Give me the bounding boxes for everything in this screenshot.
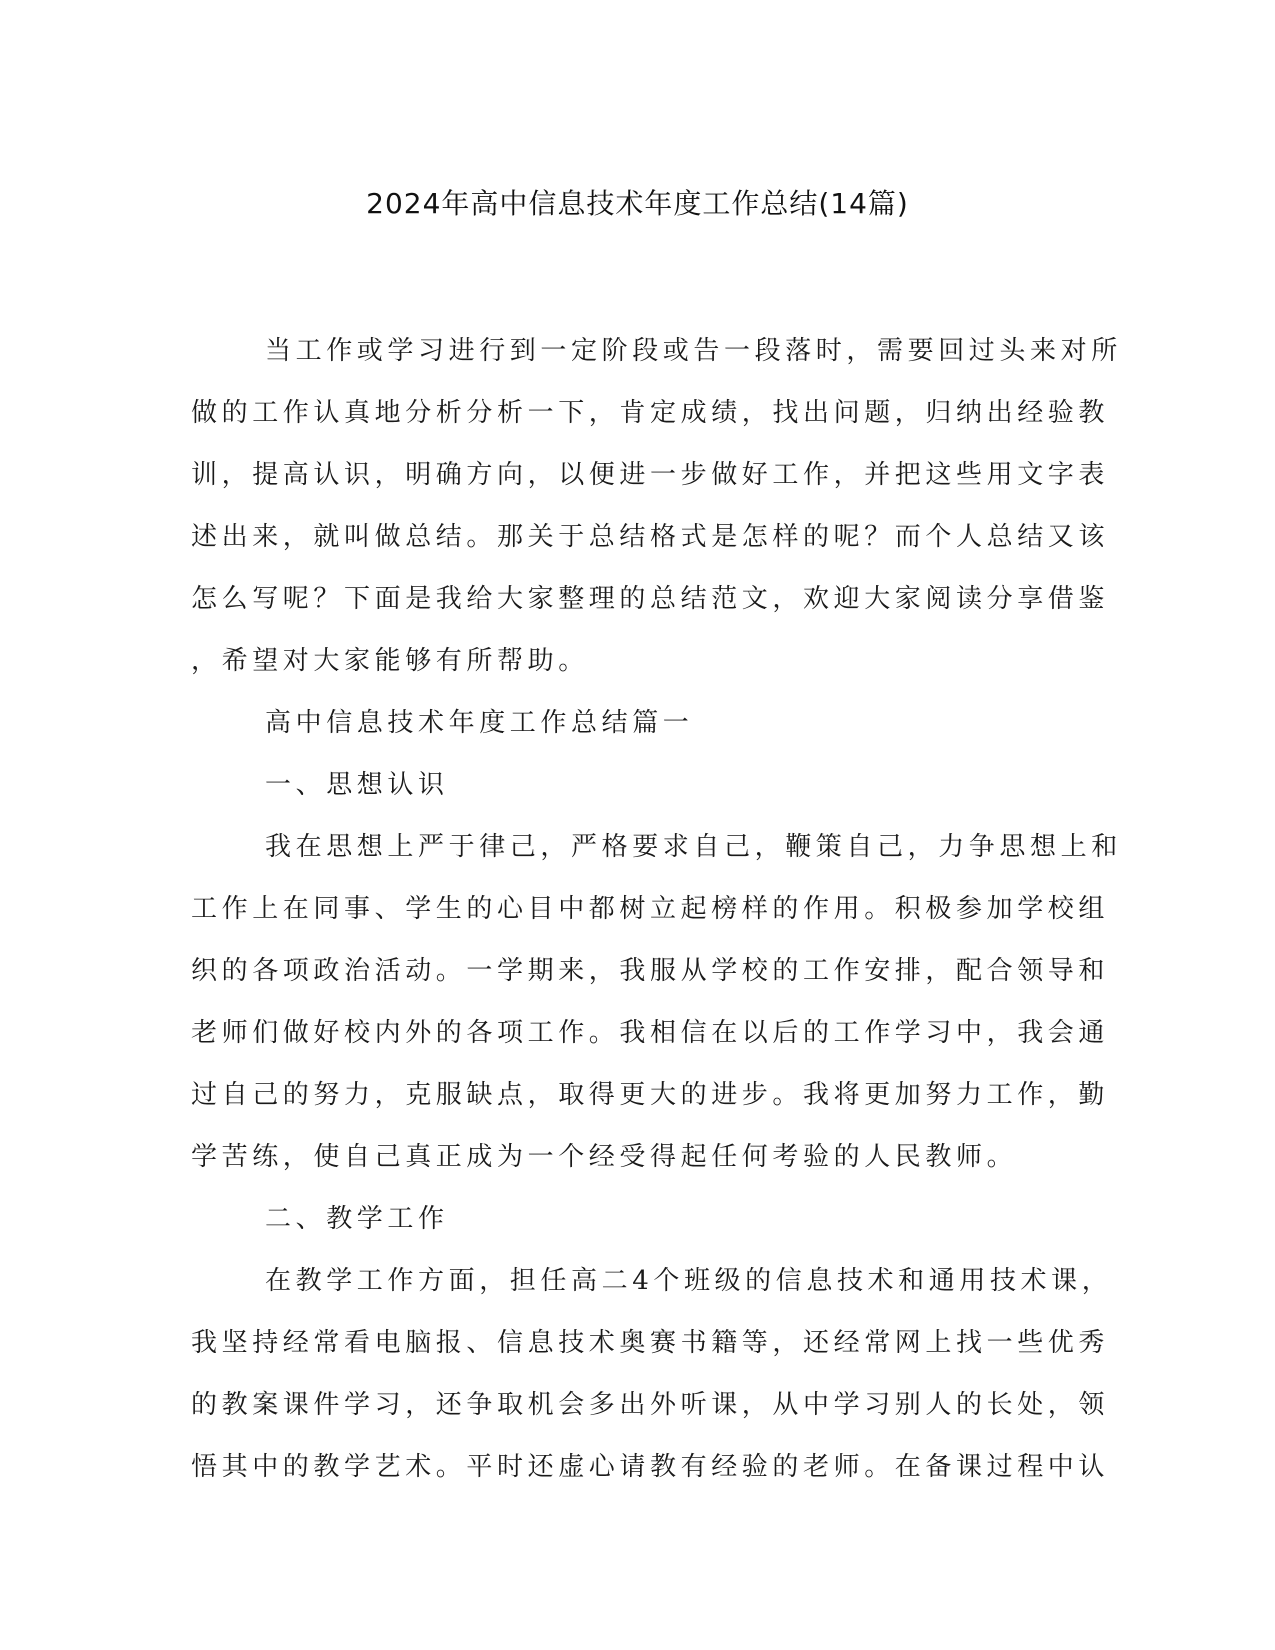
ideology-paragraph-line-3: 织的各项政治活动。一学期来，我服从学校的工作安排，配合领导和 xyxy=(191,956,1110,986)
ideology-paragraph-line-6: 学苦练，使自己真正成为一个经受得起任何考验的人民教师。 xyxy=(191,1142,1018,1172)
intro-paragraph-line-5: 怎么写呢？下面是我给大家整理的总结范文，欢迎大家阅读分享借鉴 xyxy=(191,584,1110,614)
teaching-paragraph-line-1: 在教学工作方面，担任高二4个班级的信息技术和通用技术课， xyxy=(265,1266,1113,1296)
document-title: 2024年高中信息技术年度工作总结(14篇) xyxy=(366,187,909,220)
teaching-paragraph-line-4: 悟其中的教学艺术。平时还虚心请教有经验的老师。在备课过程中认 xyxy=(191,1452,1110,1482)
ideology-paragraph-line-1: 我在思想上严于律己，严格要求自己，鞭策自己，力争思想上和 xyxy=(265,832,1122,862)
intro-paragraph-line-6: ，希望对大家能够有所帮助。 xyxy=(191,646,589,676)
ideology-paragraph-line-2: 工作上在同事、学生的心目中都树立起榜样的作用。积极参加学校组 xyxy=(191,894,1110,924)
intro-paragraph-line-2: 做的工作认真地分析分析一下，肯定成绩，找出问题，归纳出经验教 xyxy=(191,398,1110,428)
intro-paragraph-line-1: 当工作或学习进行到一定阶段或告一段落时，需要回过头来对所 xyxy=(265,336,1122,366)
intro-paragraph-line-4: 述出来，就叫做总结。那关于总结格式是怎样的呢？而个人总结又该 xyxy=(191,522,1110,552)
subheading-teaching-work: 二、教学工作 xyxy=(265,1204,449,1234)
intro-paragraph-line-3: 训，提高认识，明确方向，以便进一步做好工作，并把这些用文字表 xyxy=(191,460,1110,490)
document-body xyxy=(191,320,1122,1498)
teaching-paragraph-line-3: 的教案课件学习，还争取机会多出外听课，从中学习别人的长处，领 xyxy=(191,1390,1110,1420)
ideology-paragraph-line-5: 过自己的努力，克服缺点，取得更大的进步。我将更加努力工作，勤 xyxy=(191,1080,1110,1110)
ideology-paragraph-line-4: 老师们做好校内外的各项工作。我相信在以后的工作学习中，我会通 xyxy=(191,1018,1110,1048)
section-heading-part-one: 高中信息技术年度工作总结篇一 xyxy=(265,708,694,738)
subheading-ideology: 一、思想认识 xyxy=(265,770,449,800)
teaching-paragraph-line-2: 我坚持经常看电脑报、信息技术奥赛书籍等，还经常网上找一些优秀 xyxy=(191,1328,1110,1358)
